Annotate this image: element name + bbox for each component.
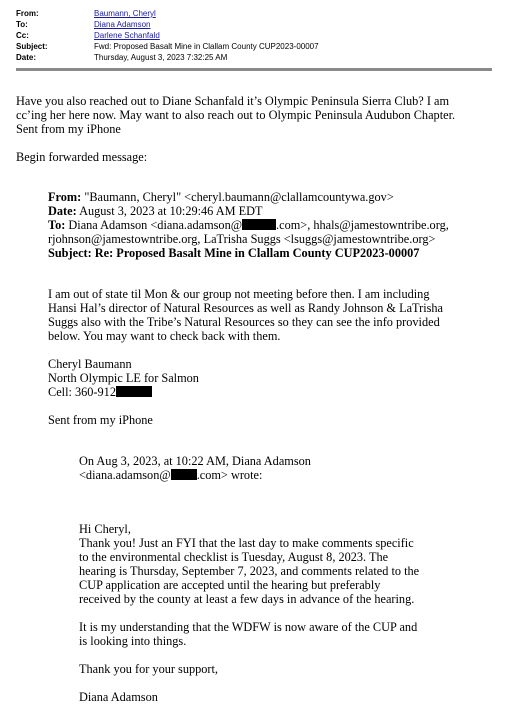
- signature-name: Cheryl Baumann: [48, 357, 132, 371]
- fwd-from-line: [48, 190, 394, 204]
- header-date-row: [16, 52, 227, 64]
- cheryl-line-1: I am out of state til Mon & our group not meeting before then. I am including: [48, 287, 430, 301]
- redaction-bar: [116, 386, 152, 397]
- cheryl-line-4: below. You may want to check back with them.: [48, 329, 281, 343]
- fwd-to-value-part1: Diana Adamson <diana.adamson@: [68, 218, 243, 232]
- fwd-from-value: "Baumann, Cheryl" <cheryl.baumann@clallamcountywa.gov>: [84, 190, 394, 204]
- date-label: Date:: [16, 53, 37, 62]
- signature-title: North Olympic LE for Salmon: [48, 371, 199, 385]
- cheryl-line-3: Suggs also with the Tribe’s Natural Resources so they can see the info provided: [48, 315, 440, 329]
- quote-header-line-1: On Aug 3, 2023, at 10:22 AM, Diana Adamson: [79, 454, 311, 468]
- fwd-to-value-part2: .com>, hhals@jamestowntribe.org,: [276, 218, 449, 232]
- date-value: Thursday, August 3, 2023 7:32:25 AM: [94, 53, 228, 62]
- subject-label: Subject:: [16, 42, 48, 51]
- diana-para1-line-3: hearing is Thursday, September 7, 2023, and comments related to the: [79, 564, 420, 578]
- redaction-bar: [171, 469, 197, 480]
- quote-email-part1: <diana.adamson@: [79, 468, 171, 482]
- fwd-subject-value: Re: Proposed Basalt Mine in Clallam County CUP2023-00007: [94, 246, 420, 260]
- to-label: To:: [16, 20, 28, 29]
- fwd-to-line: [48, 218, 449, 232]
- fwd-to-label: To:: [48, 218, 66, 232]
- intro-line-2: cc’ing her here now. May want to also reach out to Olympic Peninsula Audubon Chapter.: [16, 108, 456, 122]
- cc-label: Cc:: [16, 31, 29, 40]
- cc-value-link[interactable]: Darlene Schanfald: [94, 31, 160, 40]
- quote-header-line-2: [79, 468, 262, 482]
- from-value-link[interactable]: Baumann, Cheryl: [94, 9, 156, 18]
- redaction-bar: [242, 219, 276, 230]
- fwd-date-value: August 3, 2023 at 10:29:46 AM EDT: [79, 204, 263, 218]
- fwd-to-line-2: rjohnson@jamestowntribe.org, LaTrisha Suggs <lsuggs@jamestowntribe.org>: [48, 232, 436, 246]
- fwd-date-line: [48, 204, 263, 218]
- diana-para1-line-1: Thank you! Just an FYI that the last day to make comments specific: [79, 536, 414, 550]
- intro-line-1: Have you also reached out to Diane Schanfald it’s Olympic Peninsula Sierra Club? I am: [16, 94, 450, 108]
- diana-para1-line-2: to the environmental checklist is Tuesday, August 8, 2023. The: [79, 550, 389, 564]
- diana-para2-line-1: It is my understanding that the WDFW is now aware of the CUP and: [79, 620, 418, 634]
- header-divider: [16, 68, 492, 71]
- subject-value: Fwd: Proposed Basalt Mine in Clallam County CUP2023-00007: [94, 42, 319, 51]
- begin-forwarded-label: Begin forwarded message:: [16, 150, 148, 164]
- diana-para1-line-4: CUP application are accepted until the hearing but preferably: [79, 578, 381, 592]
- fwd-subject-line: [48, 246, 419, 260]
- intro-line-3: Sent from my iPhone: [16, 122, 121, 136]
- from-label: From:: [16, 9, 39, 18]
- signature-cell: Cell: 360-912: [48, 385, 116, 399]
- sent-from-iphone: Sent from my iPhone: [48, 413, 153, 427]
- cheryl-line-2: Hansi Hal’s director of Natural Resources as well as Randy Johnson & LaTrisha: [48, 301, 444, 315]
- diana-signoff: Diana Adamson: [79, 690, 158, 704]
- fwd-date-label: Date:: [48, 204, 77, 218]
- fwd-from-label: From:: [48, 190, 82, 204]
- quote-email-part2: .com> wrote:: [196, 468, 263, 482]
- diana-greeting: Hi Cheryl,: [79, 522, 131, 536]
- email-header: [0, 0, 507, 72]
- to-value-link[interactable]: Diana Adamson: [94, 20, 151, 29]
- diana-thanks: Thank you for your support,: [79, 662, 219, 676]
- diana-para1-line-5: received by the county at least a few days in advance of the hearing.: [79, 592, 415, 606]
- diana-para2-line-2: is looking into things.: [79, 634, 187, 648]
- signature-cell-line: [48, 385, 152, 399]
- fwd-subject-label: Subject:: [48, 246, 92, 260]
